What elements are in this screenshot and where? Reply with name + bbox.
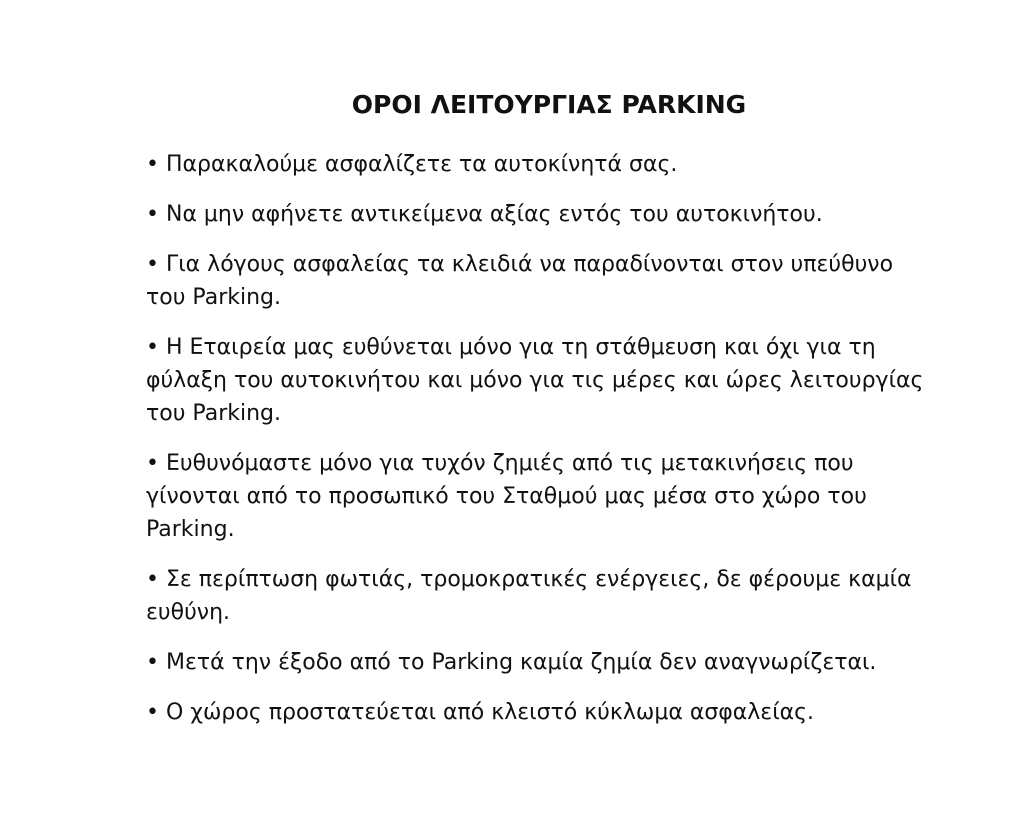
rule-text: Παρακαλούμε ασφαλίζετε τα αυτοκίνητά σας. — [165, 152, 678, 177]
rule-text: Ο χώρος προστατεύεται από κλειστό κύκλωμα ασφαλείας. — [165, 700, 815, 725]
bullet-icon: • — [146, 202, 159, 227]
bullet-icon: • — [146, 567, 159, 592]
bullet-icon: • — [146, 252, 159, 277]
bullet-icon: • — [146, 152, 159, 177]
bullet-icon: • — [146, 451, 159, 476]
parking-terms-document — [146, 90, 936, 746]
bullet-icon: • — [146, 335, 159, 360]
rule-text: Η Εταιρεία μας ευθύνεται μόνο για τη στάθμευση και όχι για τη φύλαξη του αυτοκινήτου και μόνο για τις μέρες και ώρες λειτουργίας του Parking. — [146, 335, 924, 426]
bullet-icon: • — [146, 700, 159, 725]
rule-text: Ευθυνόμαστε μόνο για τυχόν ζημιές από τις μετακινήσεις που γίνονται από το προσωπικό του Σταθμού μας μέσα στο χώρο του Parking. — [146, 451, 867, 542]
rule-item — [146, 563, 936, 629]
rule-item — [146, 447, 936, 546]
rule-text: Σε περίπτωση φωτιάς, τρομοκρατικές ενέργειες, δε φέρουμε καμία ευθύνη. — [146, 567, 912, 625]
rule-item — [146, 646, 936, 679]
bullet-icon: • — [146, 650, 159, 675]
rule-text: Για λόγους ασφαλείας τα κλειδιά να παραδίνονται στον υπεύθυνο του Parking. — [146, 252, 894, 310]
rule-text: Μετά την έξοδο από το Parking καμία ζημία δεν αναγνωρίζεται. — [165, 650, 877, 675]
rule-item — [146, 198, 936, 231]
rule-item — [146, 148, 936, 181]
document-title: ΟΡΟΙ ΛΕΙΤΟΥΡΓΙΑΣ PARKING — [351, 90, 747, 119]
rule-text: Να μην αφήνετε αντικείμενα αξίας εντός του αυτοκινήτου. — [165, 202, 823, 227]
rule-item — [146, 331, 936, 430]
rule-item — [146, 696, 936, 729]
rules-list — [146, 148, 936, 729]
rule-item — [146, 248, 936, 314]
